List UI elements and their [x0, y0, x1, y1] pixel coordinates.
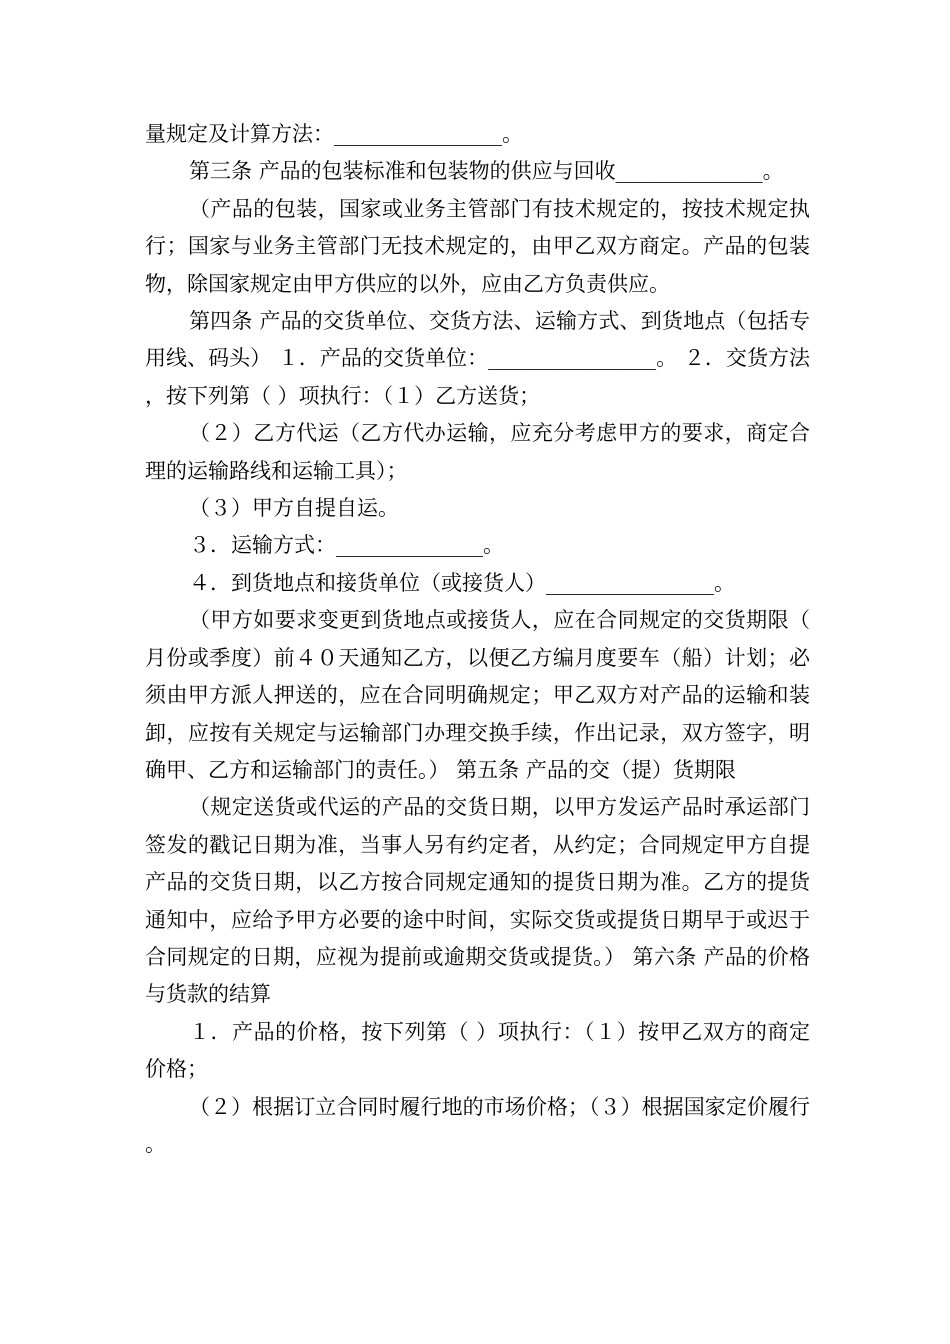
paragraph-article-4: 第四条 产品的交货单位、交货方法、运输方式、到货地点（包括专用线、码头） １．产品的交货单位：________________。 ２．交货方法，按下列第（ ）项执行：（１）乙方送货； — [145, 309, 810, 408]
paragraph-price-option-2-3: （２）根据订立合同时履行地的市场价格；（３）根据国家定价履行。 — [145, 1094, 810, 1156]
paragraph-option-3: （３）甲方自提自运。 — [189, 496, 399, 521]
paragraph-quantity-method: 量规定及计算方法：________________。 — [145, 122, 523, 146]
paragraph-price-option-1: １．产品的价格，按下列第（ ）项执行：（１）按甲乙双方的商定价格； — [145, 1019, 810, 1082]
paragraph-packaging-note: （产品的包装，国家或业务主管部门有技术规定的，按技术规定执行；国家与业务主管部门无技术规定的，由甲乙双方商定。产品的包装物，除国家规定由甲方供应的以外，应由乙方负责供应。 — [145, 196, 810, 296]
document-body — [145, 116, 810, 1163]
paragraph-article-3: 第三条 产品的包装标准和包装物的供应与回收______________。 — [189, 159, 784, 184]
paragraph-delivery-place: ４．到货地点和接货单位（或接货人）________________。 — [189, 570, 735, 595]
paragraph-delivery-date-note: （规定送货或代运的产品的交货日期，以甲方发运产品时承运部门签发的戳记日期为准，当事人另有约定者，从约定；合同规定甲方自提产品的交货日期，以乙方按合同规定通知的提货日期为准。乙方的提货通知中，应给予甲方必要的途中时间，实际交货或提货日期早于或迟于合同规定的日期，应视为提前或逾期交货或提货。） 第六条 产品的价格与货款的结算 — [145, 795, 810, 1007]
paragraph-option-2: （２）乙方代运（乙方代办运输，应充分考虑甲方的要求，商定合理的运输路线和运输工具）； — [145, 421, 810, 483]
paragraph-change-note: （甲方如要求变更到货地点或接货人，应在合同规定的交货期限（月份或季度）前４０天通知乙方，以便乙方编月度要车（船）计划；必须由甲方派人押送的，应在合同明确规定；甲乙双方对产品的运输和装卸，应按有关规定与运输部门办理交换手续，作出记录，双方签字，明确甲、乙方和运输部门的责任。） 第五条 产品的交（提）货期限 — [145, 608, 810, 782]
paragraph-transport-method: ３．运输方式：______________。 — [189, 533, 504, 558]
